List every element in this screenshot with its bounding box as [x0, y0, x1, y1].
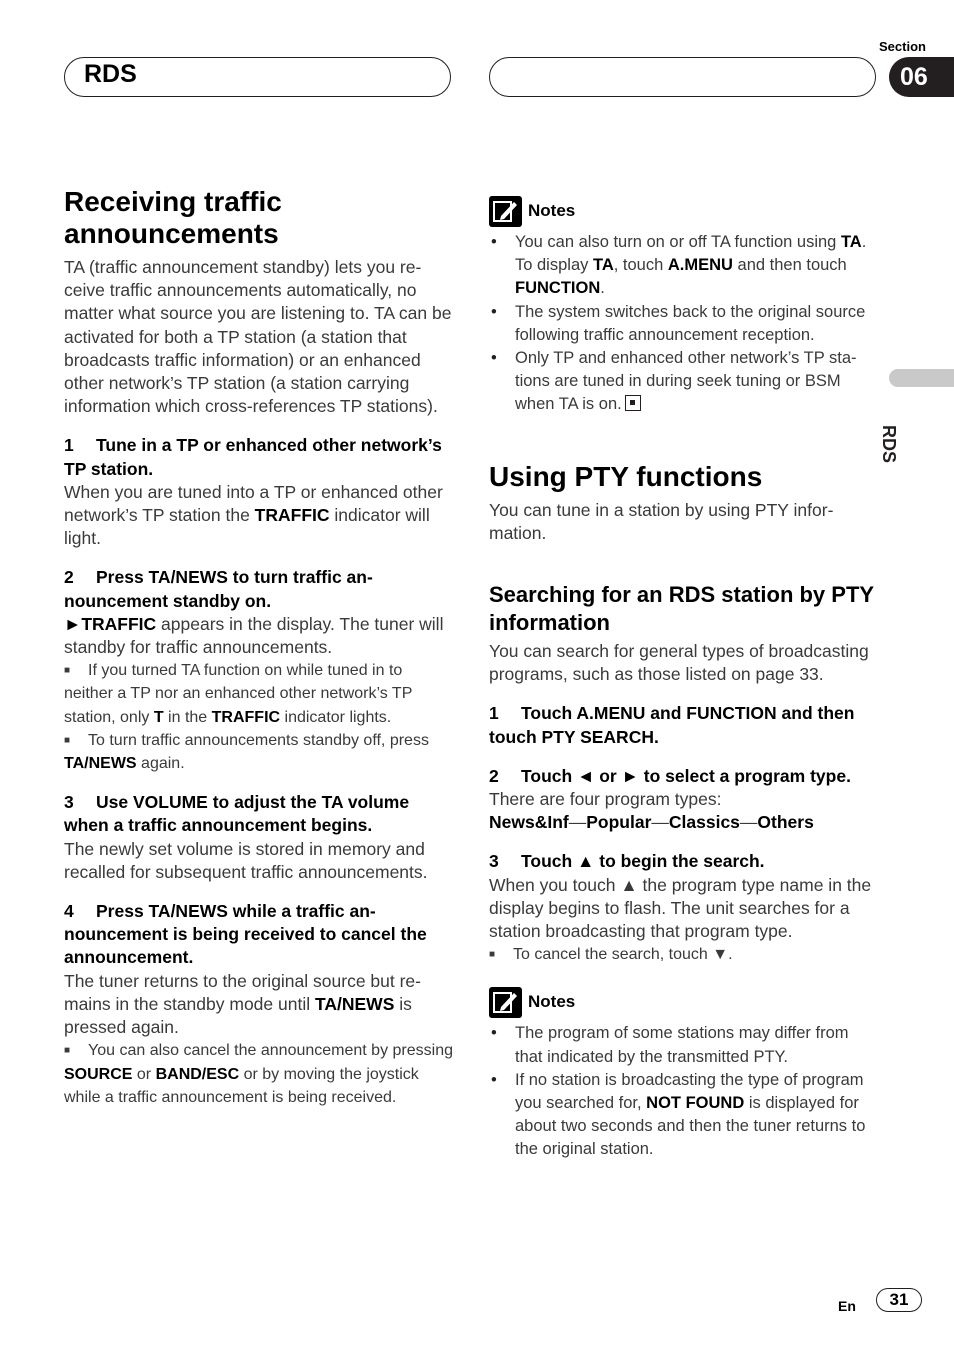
section-label: Section — [879, 39, 926, 54]
step-2-bullet-2: ■ To turn traffic announcements standby off, press TA/NEWS again. — [64, 729, 454, 775]
pencil-note-icon — [489, 987, 522, 1018]
subheading-searching-pty: Searching for an RDS station by PTY information — [489, 582, 874, 636]
pty-step-2-body: There are four program types: — [489, 789, 722, 810]
square-bullet-icon: ■ — [64, 734, 71, 746]
footer-language: En — [838, 1298, 856, 1314]
heading-receiving-traffic: Receiving traffic announcements — [64, 186, 282, 249]
header-title: RDS — [84, 60, 137, 88]
pty-step-3-bullet: ■ To cancel the search, touch ▼. — [489, 943, 879, 966]
square-bullet-icon: ■ — [64, 1045, 71, 1057]
intro-paragraph: TA (traffic announcement standby) lets you receive traffic announcements automatically, no matter what source you are listening to. TA can be activated for both a TP station (a station that broadcasts traffic information) or an enhanced other network’s TP station (a station carrying information which cross-references TP stations). — [64, 257, 452, 417]
notes-list-2 — [489, 1022, 879, 1161]
heading-using-pty: Using PTY functions — [489, 460, 763, 492]
step-3-title: 3 Use VOLUME to adjust the TA volume when a traffic announcement begins. — [64, 792, 410, 836]
step-1-title: 1 Tune in a TP or enhanced other network’s TP station. — [64, 435, 442, 479]
note-item: • Only TP and enhanced other network’s TP stations are tuned in during seek tuning or BSM when TA is on. — [489, 347, 879, 417]
step-1-body: When you are tuned into a TP or enhanced other network’s TP station the TRAFFIC indicator will light. — [64, 481, 443, 549]
note-item: • The system switches back to the original source following traffic announcement reception. — [489, 301, 879, 347]
pty-step-3-title: 3 Touch ▲ to begin the search. — [489, 851, 765, 872]
step-4-body: The tuner returns to the original source but remains in the standby mode until TA/NEWS is pressed again. — [64, 970, 421, 1038]
page-number: 31 — [876, 1288, 922, 1312]
right-column — [489, 195, 879, 1162]
pty-step-2-title: 2 Touch ◄ or ► to select a program type. — [489, 765, 851, 786]
pty-sub-intro: You can search for general types of broadcasting programs, such as those listed on page 33. — [489, 641, 869, 685]
side-tab-marker — [889, 369, 954, 387]
pty-step-3-body: When you touch ▲ the program type name in the display begins to flash. The unit searches for a station broadcasting that program type. — [489, 874, 872, 942]
section-number-badge: 06 — [889, 57, 954, 97]
notes-label: Notes — [528, 201, 576, 220]
step-3-body: The newly set volume is stored in memory and recalled for subsequent traffic announcements. — [64, 838, 428, 882]
pty-intro: You can tune in a station by using PTY information. — [489, 499, 834, 543]
square-bullet-icon: ■ — [489, 949, 496, 961]
step-4-bullet-1: ■ You can also cancel the announcement by pressing SOURCE or BAND/ESC or by moving the joystick while a traffic announcement is being received. — [64, 1039, 454, 1109]
step-4-title: 4 Press TA/NEWS while a traffic announcement is being received to cancel the announcement. — [64, 901, 427, 968]
note-item: • The program of some stations may differ from that indicated by the transmitted PTY. — [489, 1022, 879, 1068]
pty-step-1-title: 1 Touch A.MENU and FUNCTION and then touch PTY SEARCH. — [489, 703, 855, 747]
notes-label: Notes — [528, 992, 576, 1012]
side-tab-label: RDS — [879, 425, 899, 464]
header-blank-pill — [489, 57, 876, 97]
notes-list-1 — [489, 231, 879, 417]
end-square-icon — [625, 395, 641, 411]
notes-header-2 — [489, 986, 879, 1018]
pencil-note-icon — [489, 196, 522, 227]
notes-header-1 — [489, 195, 879, 227]
step-2-body: ►TRAFFIC appears in the display. The tuner will standby for traffic announcements. — [64, 613, 444, 658]
left-column — [64, 186, 454, 1109]
note-item: • If no station is broadcasting the type of program you searched for, NOT FOUND is displayed for about two seconds and then the tuner returns to the original station. — [489, 1069, 879, 1162]
note-item: • You can also turn on or off TA function using TA. To display TA, touch A.MENU and then touch FUNCTION. — [489, 231, 879, 301]
program-types: News&Inf—Popular—Classics—Others — [489, 812, 814, 833]
square-bullet-icon: ■ — [64, 665, 71, 677]
step-2-title: 2 Press TA/NEWS to turn traffic announcement standby on. — [64, 567, 373, 611]
step-2-bullet-1: ■ If you turned TA function on while tuned in to neither a TP nor an enhanced other network’s TP station, only T in the TRAFFIC indicator lights. — [64, 659, 454, 729]
